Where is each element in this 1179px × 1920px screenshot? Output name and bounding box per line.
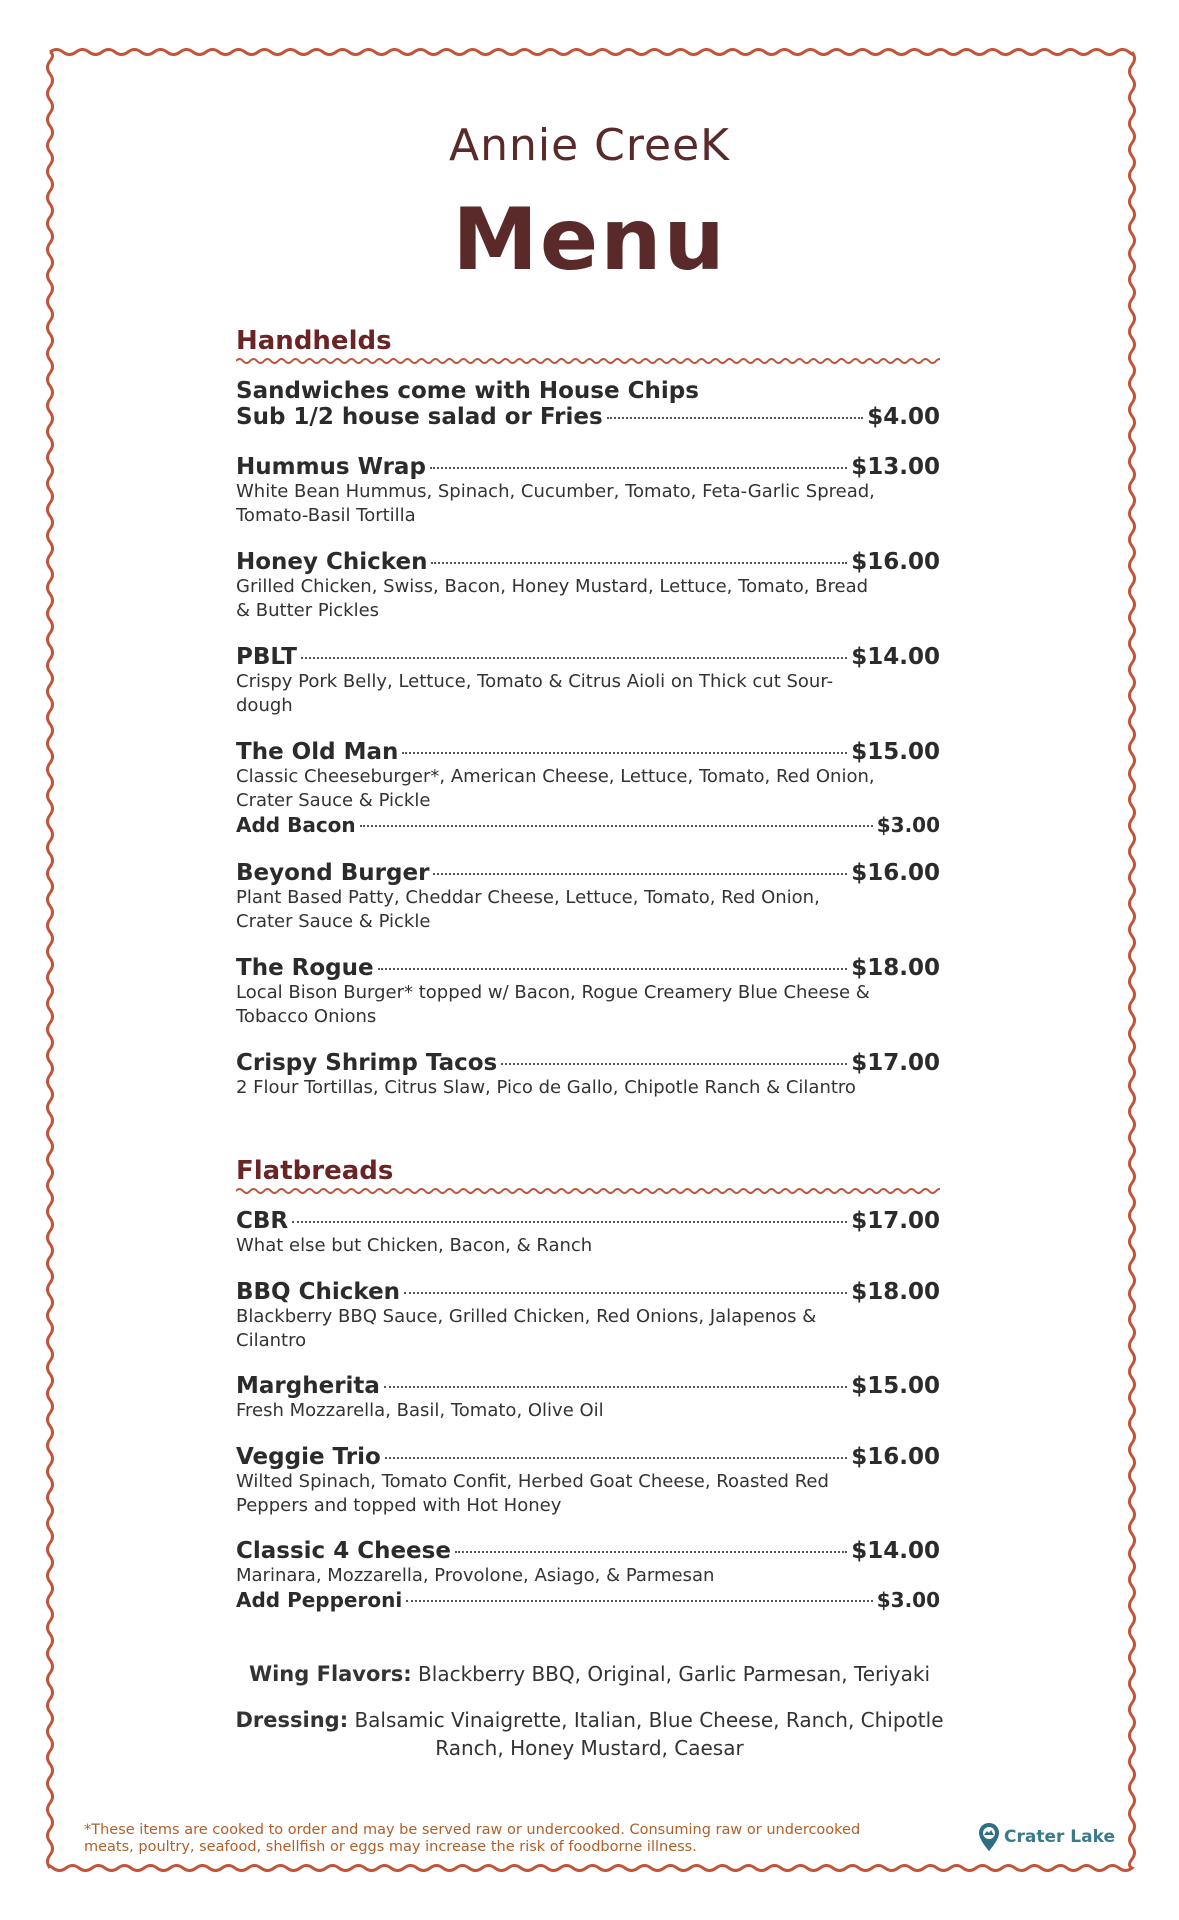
item-description: Fresh Mozzarella, Basil, Tomato, Olive Oil (236, 1400, 604, 1421)
handhelds-intro (236, 378, 940, 430)
item-name: BBQ Chicken (236, 1279, 401, 1305)
item-description: Plant Based Patty, Cheddar Cheese, Lettuce, Tomato, Red Onion, Crater Sauce & Pickle (236, 887, 820, 932)
restaurant-name: Annie CreeK (449, 120, 730, 171)
item-price: $13.00 (851, 454, 940, 480)
item-price: $17.00 (851, 1208, 940, 1234)
leader-dots (431, 562, 847, 564)
crater-lake-logo (978, 1822, 1115, 1852)
menu-item (236, 860, 940, 934)
section-underline (236, 356, 940, 366)
item-description: Blackberry BBQ Sauce, Grilled Chicken, Red Onions, Jalapenos & Cilantro (236, 1306, 817, 1351)
leader-dots (501, 1063, 847, 1065)
menu-item (236, 739, 940, 837)
addon-name: Add Bacon (236, 813, 356, 837)
item-name: PBLT (236, 644, 297, 670)
leader-dots (385, 1457, 847, 1459)
menu-item (236, 1279, 940, 1353)
map-pin-icon (978, 1822, 1000, 1852)
item-name: Beyond Burger (236, 860, 430, 886)
item-description: What else but Chicken, Bacon, & Ranch (236, 1235, 593, 1256)
intro-price: $4.00 (867, 404, 940, 430)
item-name: Classic 4 Cheese (236, 1538, 451, 1564)
dressing-text: Balsamic Vinaigrette, Italian, Blue Cheese, Ranch, Chipotle (354, 1708, 944, 1732)
menu-item (236, 644, 940, 718)
item-description: Local Bison Burger* topped w/ Bacon, Rogue Creamery Blue Cheese & Tobacco Onions (236, 982, 870, 1027)
menu-item (236, 1050, 940, 1100)
item-price: $17.00 (851, 1050, 940, 1076)
item-name: The Old Man (236, 739, 399, 765)
leader-dots (430, 467, 847, 469)
item-description: Crispy Pork Belly, Lettuce, Tomato & Citrus Aioli on Thick cut Sour-dough (236, 671, 834, 716)
leader-dots (402, 752, 847, 754)
item-name: CBR (236, 1208, 289, 1234)
item-description: Wilted Spinach, Tomato Confit, Herbed Goat Cheese, Roasted Red Peppers and topped with Hot Honey (236, 1471, 829, 1516)
item-price: $15.00 (851, 739, 940, 765)
item-name: Veggie Trio (236, 1444, 381, 1470)
item-name: The Rogue (236, 955, 374, 981)
leader-dots (433, 873, 847, 875)
item-price: $18.00 (851, 1279, 940, 1305)
addon-name: Add Pepperoni (236, 1588, 403, 1612)
item-price: $16.00 (851, 1444, 940, 1470)
item-description: Marinara, Mozzarella, Provolone, Asiago, & Parmesan (236, 1565, 715, 1586)
leader-dots (404, 1292, 847, 1294)
menu-item (236, 1208, 940, 1258)
item-name: Margherita (236, 1373, 380, 1399)
item-description: Grilled Chicken, Swiss, Bacon, Honey Mustard, Lettuce, Tomato, Bread & Butter Pickles (236, 576, 869, 621)
leader-dots (360, 825, 873, 827)
addon-price: $3.00 (876, 1588, 940, 1612)
menu-item (236, 1538, 940, 1612)
item-price: $16.00 (851, 860, 940, 886)
dressings (0, 1708, 1179, 1732)
menu-item (236, 955, 940, 1029)
leader-dots (384, 1386, 847, 1388)
section-heading-handhelds: Handhelds (236, 326, 392, 356)
item-name: Crispy Shrimp Tacos (236, 1050, 498, 1076)
leader-dots (292, 1221, 847, 1223)
intro-line-2: Sub 1/2 house salad or Fries (236, 404, 603, 430)
leader-dots (607, 417, 864, 419)
brand-name: Crater Lake (1004, 1827, 1115, 1847)
section-heading-flatbreads: Flatbreads (236, 1156, 394, 1186)
leader-dots (406, 1600, 873, 1602)
intro-line-1: Sandwiches come with House Chips (236, 378, 699, 404)
item-price: $14.00 (851, 1538, 940, 1564)
item-price: $14.00 (851, 644, 940, 670)
item-description: 2 Flour Tortillas, Citrus Slaw, Pico de Gallo, Chipotle Ranch & Cilantro (236, 1077, 856, 1098)
menu-item (236, 549, 940, 623)
menu-item (236, 1373, 940, 1423)
dressing-text-2: Ranch, Honey Mustard, Caesar (435, 1736, 744, 1760)
item-description: White Bean Hummus, Spinach, Cucumber, Tomato, Feta-Garlic Spread, Tomato-Basil Tortilla (236, 481, 875, 526)
wing-flavors (0, 1662, 1179, 1686)
item-name: Hummus Wrap (236, 454, 426, 480)
wing-text: Blackberry BBQ, Original, Garlic Parmesan, Teriyaki (418, 1662, 931, 1686)
item-price: $16.00 (851, 549, 940, 575)
item-price: $15.00 (851, 1373, 940, 1399)
dressings-cont (0, 1736, 1179, 1760)
leader-dots (301, 657, 847, 659)
leader-dots (378, 968, 848, 970)
item-name: Honey Chicken (236, 549, 428, 575)
menu-item (236, 1444, 940, 1518)
food-safety-disclaimer: *These items are cooked to order and may be served raw or undercooked. Consuming raw or undercooked meats, poultry, seafood, shellfish or eggs may increase the risk of foodborne illness. (84, 1822, 861, 1855)
item-price: $18.00 (851, 955, 940, 981)
addon-price: $3.00 (876, 813, 940, 837)
page-title: Menu (452, 190, 727, 290)
leader-dots (455, 1551, 847, 1553)
item-description: Classic Cheeseburger*, American Cheese, Lettuce, Tomato, Red Onion, Crater Sauce & Pickle (236, 766, 875, 811)
wing-label: Wing Flavors: (248, 1662, 412, 1686)
dressing-label: Dressing: (235, 1708, 349, 1732)
section-underline (236, 1186, 940, 1196)
menu-item (236, 454, 940, 528)
